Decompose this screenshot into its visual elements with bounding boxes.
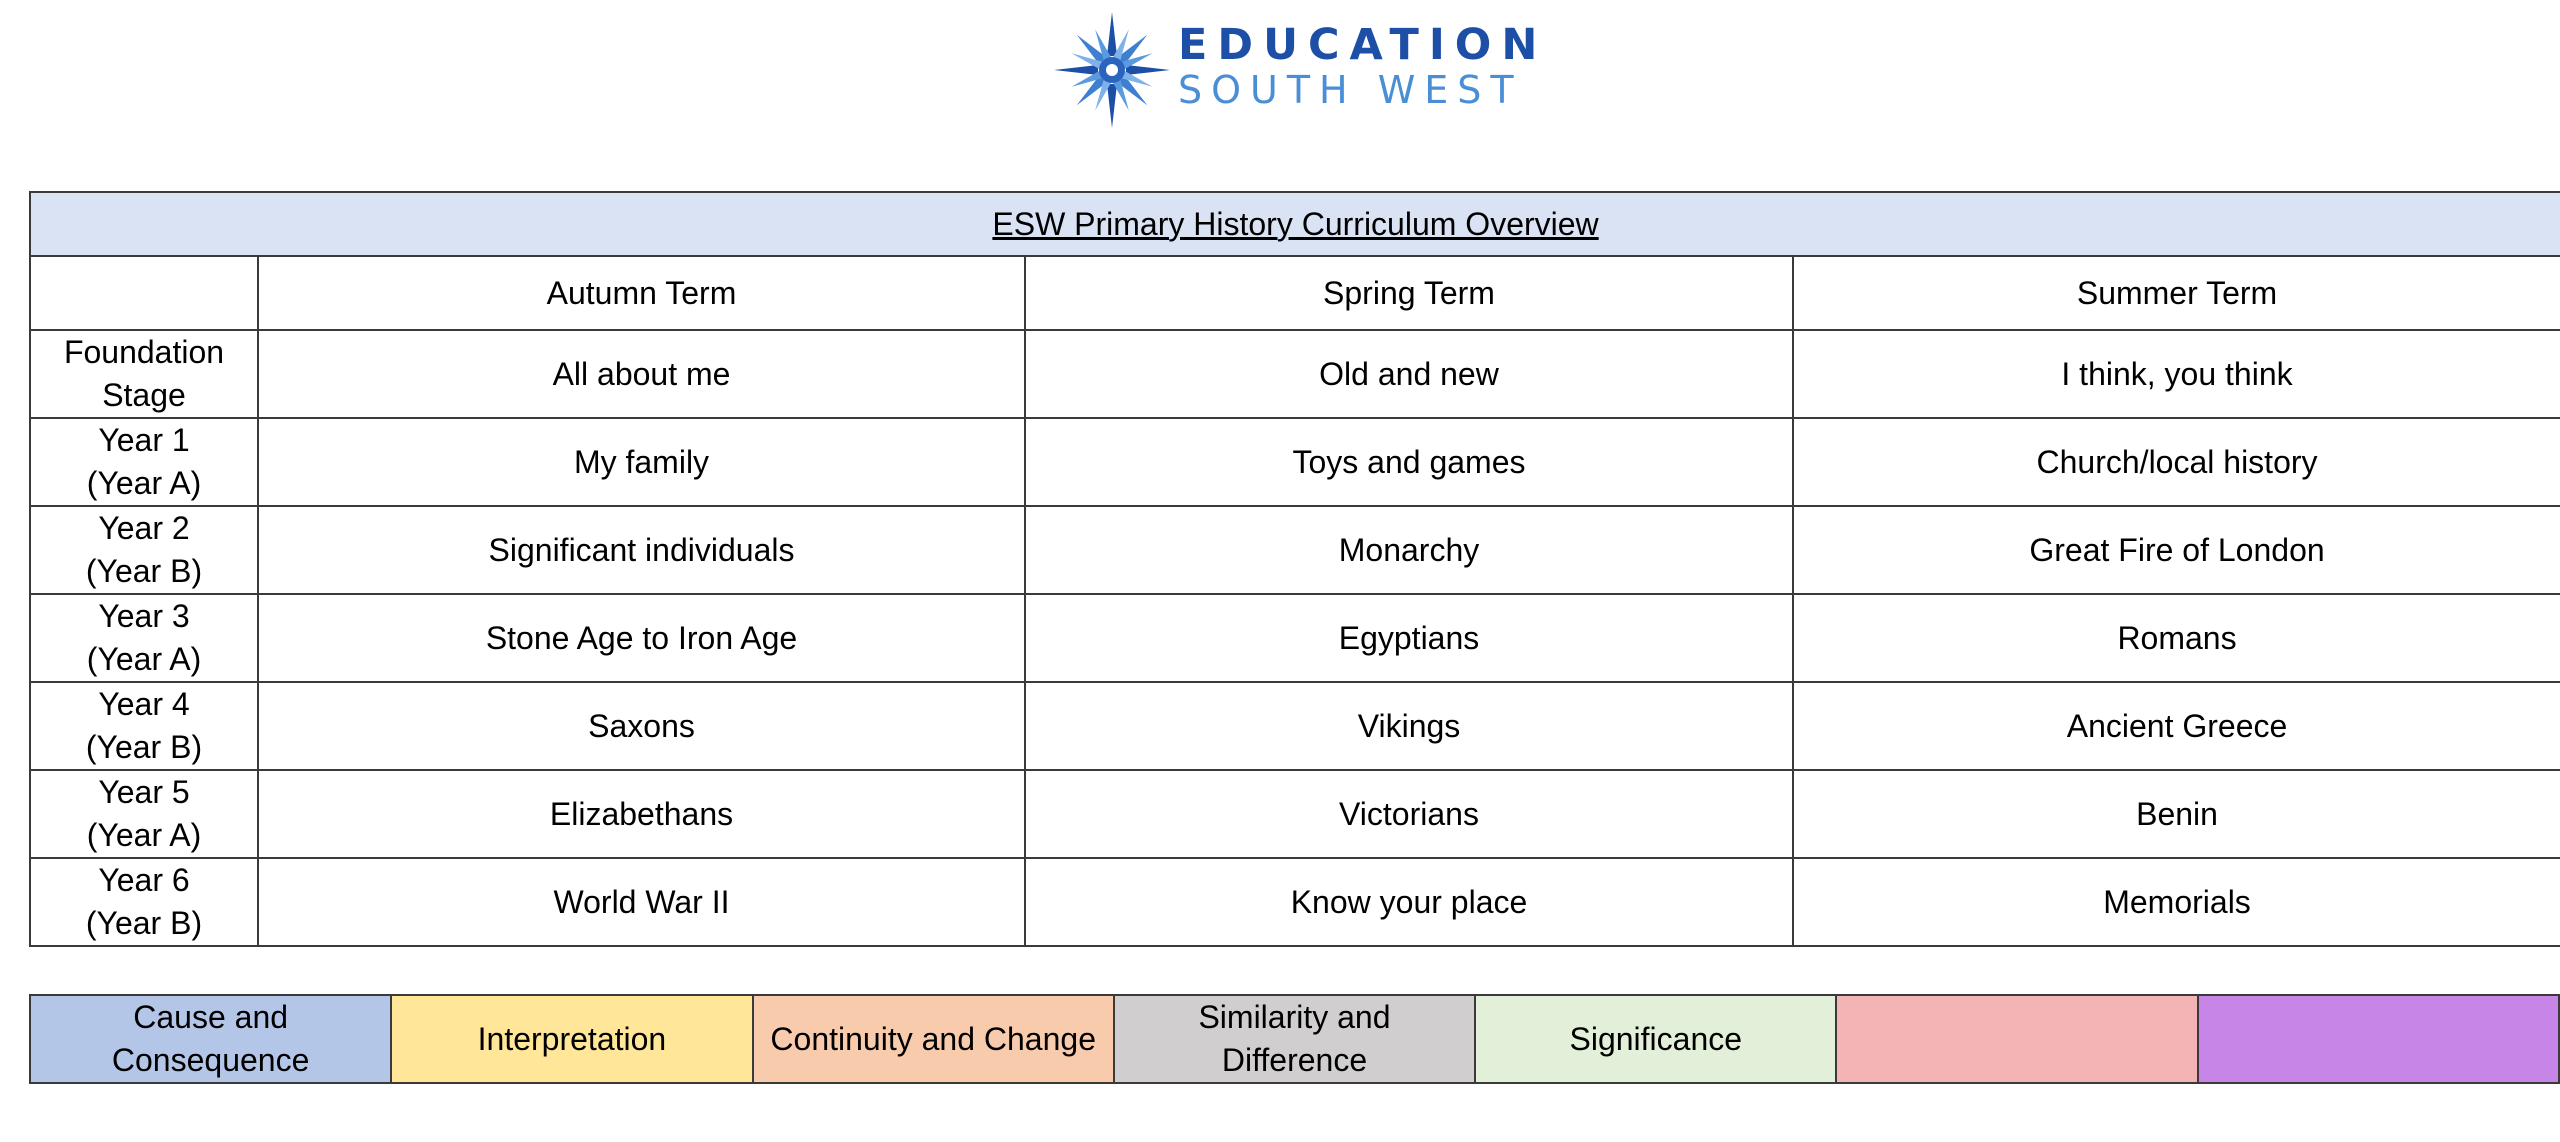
spring-topic-cell: Monarchy: [1025, 506, 1793, 594]
summer-topic-cell: Memorials: [1793, 858, 2560, 946]
autumn-topic-cell: My family: [258, 418, 1025, 506]
key-label: Cause and: [133, 999, 289, 1035]
spring-topic-cell: Know your place: [1025, 858, 1793, 946]
spring-topic-cell: Toys and games: [1025, 418, 1793, 506]
year-group-cell: [30, 330, 258, 418]
key-label: Continuity and Change: [770, 1020, 1096, 1057]
year-group-sublabel: (Year A): [86, 641, 202, 677]
autumn-topic-cell: Elizabethans: [258, 770, 1025, 858]
table-title-row: [30, 192, 2560, 256]
year-group-label: Year 2: [98, 510, 190, 546]
key-label-line2: Difference: [1221, 1042, 1368, 1078]
logo-line-south-west: SOUTH WEST: [1178, 68, 1523, 112]
summer-topic-cell: I think, you think: [1793, 330, 2560, 418]
key-label: Significance: [1569, 1020, 1743, 1057]
header-year-blank: [30, 256, 258, 330]
summer-topic-cell: Benin: [1793, 770, 2560, 858]
year-group-label: Year 5: [98, 774, 190, 810]
year-group-sublabel: (Year A): [86, 465, 202, 501]
table-row: [30, 770, 2560, 858]
table-row: [30, 594, 2560, 682]
year-group-label: Year 4: [98, 686, 190, 722]
year-group-sublabel: (Year A): [86, 817, 202, 853]
key-swatch: [30, 995, 391, 1083]
year-group-label: Year 1: [98, 422, 190, 458]
key-label: Similarity and: [1198, 999, 1391, 1035]
summer-topic-cell: Ancient Greece: [1793, 682, 2560, 770]
header-autumn-term: Autumn Term: [258, 256, 1025, 330]
year-group-cell: [30, 682, 258, 770]
year-group-sublabel: (Year B): [85, 553, 203, 589]
year-group-label: Foundation: [63, 334, 225, 370]
table-row: [30, 330, 2560, 418]
logo-wordmark: [1178, 20, 1548, 112]
table-row: [30, 506, 2560, 594]
key-row: [30, 995, 2559, 1083]
year-group-cell: [30, 858, 258, 946]
year-group-sublabel: (Year B): [85, 729, 203, 765]
autumn-topic-cell: Saxons: [258, 682, 1025, 770]
summer-topic-cell: Great Fire of London: [1793, 506, 2560, 594]
year-group-sublabel: Stage: [102, 377, 186, 413]
summer-topic-cell: Church/local history: [1793, 418, 2560, 506]
table-row: [30, 858, 2560, 946]
autumn-topic-cell: Significant individuals: [258, 506, 1025, 594]
year-group-cell: [30, 594, 258, 682]
header-summer-term: Summer Term: [1793, 256, 2560, 330]
key-swatch: [1475, 995, 1836, 1083]
spring-topic-cell: Vikings: [1025, 682, 1793, 770]
table-row: [30, 682, 2560, 770]
year-group-cell: [30, 418, 258, 506]
education-south-west-logo: [1050, 8, 1548, 132]
autumn-topic-cell: All about me: [258, 330, 1025, 418]
year-group-cell: [30, 770, 258, 858]
header-spring-term: Spring Term: [1025, 256, 1793, 330]
spring-topic-cell: Old and new: [1025, 330, 1793, 418]
spring-topic-cell: Egyptians: [1025, 594, 1793, 682]
key-swatch: [1114, 995, 1475, 1083]
key-label: Interpretation: [477, 1020, 667, 1057]
table-row: [30, 418, 2560, 506]
summer-topic-cell: Romans: [1793, 594, 2560, 682]
history-concepts-key: [29, 994, 2560, 1084]
year-group-label: Year 6: [98, 862, 190, 898]
key-swatch: [2198, 995, 2559, 1083]
spring-topic-cell: Victorians: [1025, 770, 1793, 858]
table-header-row: [30, 256, 2560, 330]
autumn-topic-cell: Stone Age to Iron Age: [258, 594, 1025, 682]
key-label-line2: Consequence: [111, 1042, 310, 1078]
curriculum-overview-table: [29, 191, 2560, 947]
year-group-sublabel: (Year B): [85, 905, 203, 941]
key-swatch: [1836, 995, 2197, 1083]
key-swatch: [391, 995, 752, 1083]
year-group-label: Year 3: [98, 598, 190, 634]
starburst-icon: [1050, 8, 1174, 132]
autumn-topic-cell: World War II: [258, 858, 1025, 946]
year-group-cell: [30, 506, 258, 594]
logo-line-education: EDUCATION: [1178, 20, 1548, 70]
key-swatch: [753, 995, 1114, 1083]
table-title: ESW Primary History Curriculum Overview: [30, 192, 2560, 256]
